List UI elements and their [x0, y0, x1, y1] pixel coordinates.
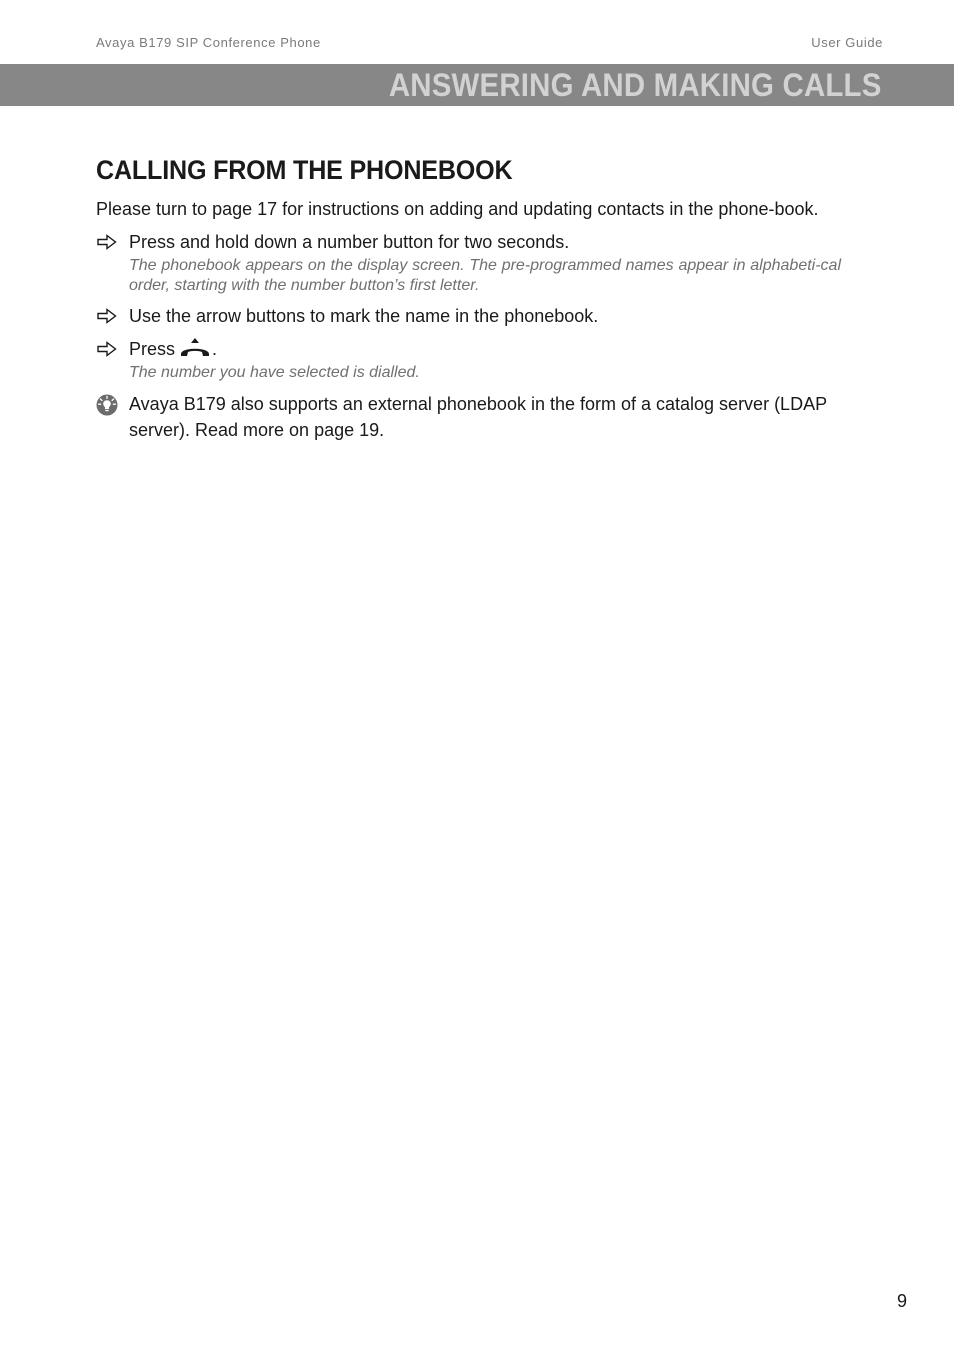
section-heading: CALLING FROM THE PHONEBOOK	[96, 155, 513, 185]
intro-paragraph: Please turn to page 17 for instructions on adding and updating contacts in the phone-book.	[96, 199, 819, 219]
main-content	[96, 152, 841, 443]
arrow-right-outline-icon	[96, 233, 118, 251]
step-3	[96, 336, 841, 383]
step-text: Use the arrow buttons to mark the name in the phonebook.	[129, 306, 599, 326]
chapter-title: ANSWERING AND MAKING CALLS	[389, 67, 882, 103]
running-head-left: Avaya B179 SIP Conference Phone	[96, 35, 321, 50]
step-text	[129, 336, 841, 362]
tip-text: Avaya B179 also supports an external phonebook in the form of a catalog server (LDAP server). Read more on page 19.	[129, 394, 827, 440]
offhook-phone-icon	[178, 337, 212, 357]
step-text-after: .	[212, 339, 218, 359]
step-note: The phonebook appears on the display screen. The pre-programmed names appear in alphabeti-cal order, starting with the number button’s first letter.	[129, 257, 841, 294]
arrow-right-outline-icon	[96, 340, 118, 358]
step-1	[96, 229, 841, 296]
step-note: The number you have selected is dialled.	[129, 364, 420, 381]
step-text: Press and hold down a number button for two seconds.	[129, 232, 570, 252]
tip-block	[96, 391, 841, 443]
lightbulb-tip-icon	[96, 394, 118, 416]
step-2	[96, 303, 841, 329]
step-text-before: Press	[129, 339, 176, 359]
chapter-banner	[0, 64, 954, 106]
running-head-right: User Guide	[811, 35, 883, 50]
arrow-right-outline-icon	[96, 307, 118, 325]
page-number: 9	[896, 1291, 907, 1311]
